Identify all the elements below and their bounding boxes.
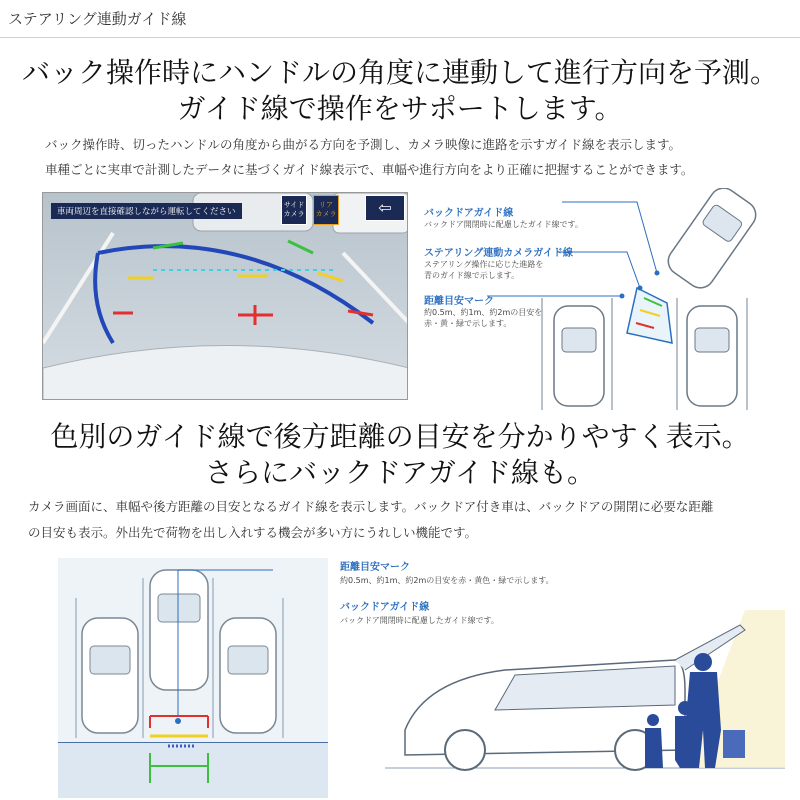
section1-desc-line1: バック操作時、切ったハンドルの角度から曲がる方向を予測し、カメラ映像に進路を示すガイド線を表示します。 (45, 137, 682, 152)
section2-desc-line1: カメラ画面に、車幅や後方距離の目安となるガイド線を表示します。バックドア付き車は、バックドアの開閉に必要な距離 (28, 499, 714, 514)
camera-screen-image (42, 192, 408, 400)
steering-guide-diagram (412, 188, 792, 410)
steering-guide-desc2: 青のガイド線で示します。 (424, 271, 520, 280)
return-arrow-icon[interactable]: ⇦ (365, 195, 405, 221)
minivan-backdoor-image (385, 610, 785, 798)
distance-mark-desc2: 赤・黄・緑で示します。 (424, 319, 512, 328)
rear-parking-illustration (58, 558, 328, 798)
camera-view-illustration (43, 193, 408, 400)
steering-guide-desc1: ステアリング操作に応じた進路を (424, 260, 544, 269)
section2-backdoor-desc: バックドア開閉時に配慮したガイド線です。 (340, 616, 499, 625)
section1-headline-line2: ガイド線で操作をサポートします。 (177, 92, 623, 125)
side-camera-button[interactable]: サイド カメラ (281, 195, 307, 225)
page-header (0, 0, 800, 38)
camera-warning-banner: 車両周辺を直接確認しながら運転してください (51, 203, 242, 219)
section2-desc-line2: の目安も表示。外出先で荷物を出し入れする機会が多い方にうれしい機能です。 (28, 525, 478, 540)
section2-distance-title: 距離目安マーク (340, 562, 410, 573)
section2-backdoor-title: バックドアガイド線 (340, 602, 430, 613)
backdoor-guide-desc: バックドア開閉時に配慮したガイド線です。 (424, 220, 583, 229)
section2-headline-line2: さらにバックドアガイド線も。 (204, 456, 596, 489)
section1-desc-line2: 車種ごとに実車で計測したデータに基づくガイド線表示で、車幅や進行方向をより正確に把握することができます。 (45, 162, 694, 177)
section2-distance-desc: 約0.5m、約1m、約2mの目安を赤・黄色・緑で示します。 (340, 576, 554, 585)
section2-headline-line1: 色別のガイド線で後方距離の目安を分かりやすく表示。 (50, 420, 750, 453)
steering-guide-title: ステアリング連動カメラガイド線 (424, 248, 573, 259)
rear-camera-button[interactable]: リア カメラ (313, 195, 339, 225)
minivan-illustration (385, 610, 785, 798)
section1-headline-line1: バック操作時にハンドルの角度に連動して進行方向を予測。 (21, 56, 778, 89)
rear-distance-diagram (58, 558, 328, 798)
page-title: ステアリング連動ガイド線 (8, 10, 187, 28)
backdoor-guide-title: バックドアガイド線 (424, 208, 514, 219)
distance-mark-desc1: 約0.5m、約1m、約2mの目安を (424, 308, 543, 317)
distance-mark-title: 距離目安マーク (424, 296, 494, 307)
